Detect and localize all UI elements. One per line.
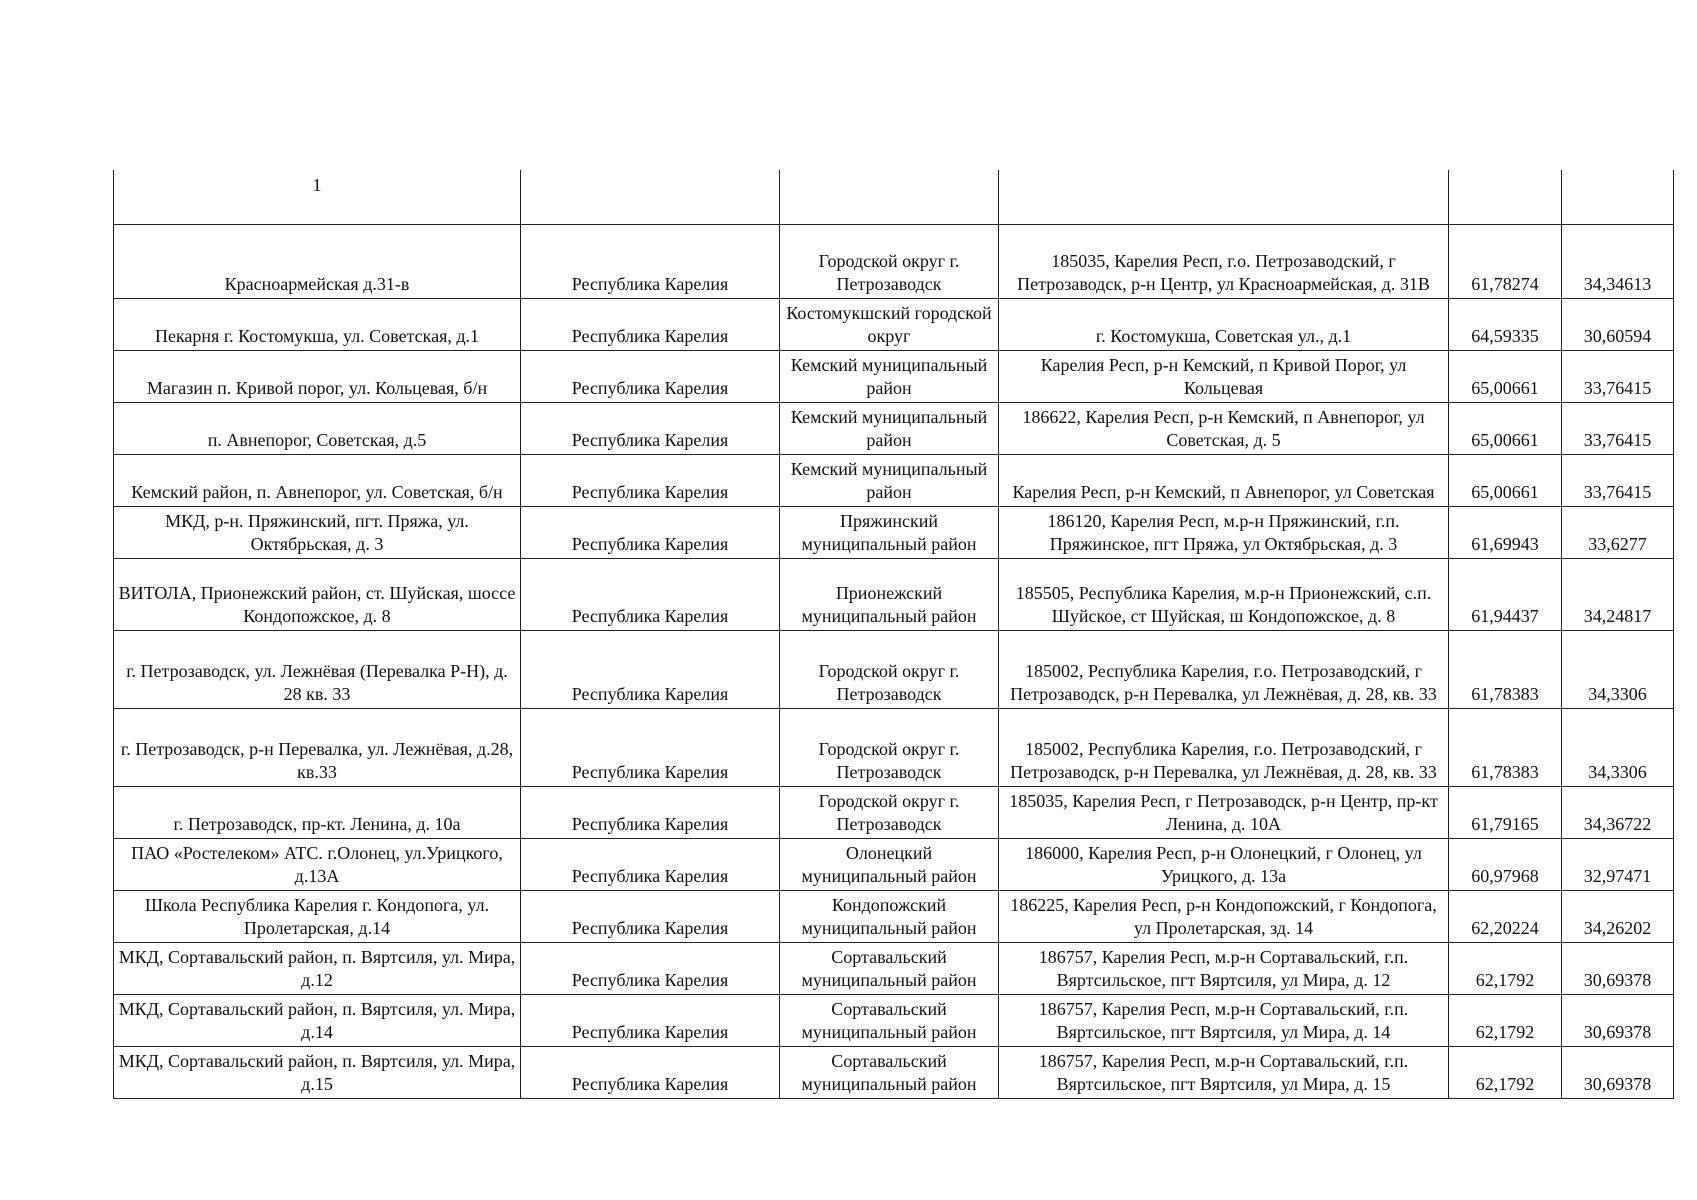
longitude-cell: 34,34613 [1562,224,1674,298]
district-cell: Городской округ г. Петрозаводск [780,224,999,298]
region-cell: Республика Карелия [521,708,780,786]
table-row [114,708,1674,786]
longitude-cell: 33,76415 [1562,350,1674,402]
district-cell: Кемский муниципальный район [780,402,999,454]
address-cell: 186225, Карелия Респ, р-н Кондопожский, г Кондопога, ул Пролетарская, зд. 14 [999,890,1449,942]
header-cell-1: 1 [114,170,521,224]
region-cell: Республика Карелия [521,350,780,402]
district-cell: Пряжинский муниципальный район [780,506,999,558]
latitude-cell: 65,00661 [1449,402,1562,454]
table-row [114,402,1674,454]
longitude-cell: 33,76415 [1562,454,1674,506]
longitude-cell: 34,24817 [1562,558,1674,630]
object-name-cell: Кемский район, п. Авнепорог, ул. Советская, б/н [114,454,521,506]
address-table [113,170,1674,1099]
object-name-cell: Красноармейская д.31-в [114,224,521,298]
table-row [114,298,1674,350]
latitude-cell: 61,78383 [1449,708,1562,786]
district-cell: Олонецкий муниципальный район [780,838,999,890]
table-row [114,994,1674,1046]
latitude-cell: 61,79165 [1449,786,1562,838]
latitude-cell: 62,20224 [1449,890,1562,942]
object-name-cell: ПАО «Ростелеком» АТС. г.Олонец, ул.Урицкого, д.13А [114,838,521,890]
object-name-cell: МКД, Сортавальский район, п. Вяртсиля, ул. Мира, д.14 [114,994,521,1046]
table-row [114,942,1674,994]
column-number-row [114,170,1674,224]
longitude-cell: 32,97471 [1562,838,1674,890]
region-cell: Республика Карелия [521,838,780,890]
district-cell: Кондопожский муниципальный район [780,890,999,942]
longitude-cell: 30,60594 [1562,298,1674,350]
region-cell: Республика Карелия [521,224,780,298]
longitude-cell: 30,69378 [1562,1046,1674,1098]
table-row [114,890,1674,942]
region-cell: Республика Карелия [521,558,780,630]
district-cell: Кемский муниципальный район [780,350,999,402]
longitude-cell: 30,69378 [1562,994,1674,1046]
district-cell: Кемский муниципальный район [780,454,999,506]
latitude-cell: 61,78383 [1449,630,1562,708]
table-row [114,454,1674,506]
region-cell: Республика Карелия [521,942,780,994]
object-name-cell: г. Петрозаводск, р-н Перевалка, ул. Лежнёвая, д.28, кв.33 [114,708,521,786]
table-row [114,224,1674,298]
longitude-cell: 34,3306 [1562,708,1674,786]
address-cell: 186757, Карелия Респ, м.р-н Сортавальский, г.п. Вяртсильское, пгт Вяртсиля, ул Мира, д. 14 [999,994,1449,1046]
longitude-cell: 34,36722 [1562,786,1674,838]
object-name-cell: ВИТОЛА, Прионежский район, ст. Шуйская, шоссе Кондопожское, д. 8 [114,558,521,630]
header-cell-5 [1449,170,1562,224]
latitude-cell: 61,78274 [1449,224,1562,298]
region-cell: Республика Карелия [521,890,780,942]
latitude-cell: 61,69943 [1449,506,1562,558]
address-cell: г. Костомукша, Советская ул., д.1 [999,298,1449,350]
longitude-cell: 34,26202 [1562,890,1674,942]
latitude-cell: 65,00661 [1449,454,1562,506]
district-cell: Прионежский муниципальный район [780,558,999,630]
object-name-cell: МКД, Сортавальский район, п. Вяртсиля, ул. Мира, д.15 [114,1046,521,1098]
district-cell: Сортавальский муниципальный район [780,942,999,994]
address-cell: 185035, Карелия Респ, г Петрозаводск, р-н Центр, пр-кт Ленина, д. 10А [999,786,1449,838]
district-cell: Городской округ г. Петрозаводск [780,786,999,838]
table-row [114,506,1674,558]
latitude-cell: 65,00661 [1449,350,1562,402]
longitude-cell: 33,6277 [1562,506,1674,558]
address-cell: 186120, Карелия Респ, м.р-н Пряжинский, г.п. Пряжинское, пгт Пряжа, ул Октябрьская, д. 3 [999,506,1449,558]
address-cell: 186757, Карелия Респ, м.р-н Сортавальский, г.п. Вяртсильское, пгт Вяртсиля, ул Мира, д. 15 [999,1046,1449,1098]
region-cell: Республика Карелия [521,630,780,708]
address-cell: 185002, Республика Карелия, г.о. Петрозаводский, г Петрозаводск, р-н Перевалка, ул Лежнёвая, д. 28, кв. 33 [999,708,1449,786]
table-row [114,630,1674,708]
region-cell: Республика Карелия [521,506,780,558]
object-name-cell: п. Авнепорог, Советская, д.5 [114,402,521,454]
latitude-cell: 62,1792 [1449,942,1562,994]
table-row [114,350,1674,402]
address-cell: Карелия Респ, р-н Кемский, п Авнепорог, ул Советская [999,454,1449,506]
region-cell: Республика Карелия [521,786,780,838]
object-name-cell: г. Петрозаводск, пр-кт. Ленина, д. 10а [114,786,521,838]
district-cell: Городской округ г. Петрозаводск [780,708,999,786]
latitude-cell: 62,1792 [1449,994,1562,1046]
district-cell: Городской округ г. Петрозаводск [780,630,999,708]
table-body [114,170,1674,1098]
table-row [114,558,1674,630]
header-cell-3 [780,170,999,224]
latitude-cell: 61,94437 [1449,558,1562,630]
region-cell: Республика Карелия [521,402,780,454]
table-row [114,786,1674,838]
region-cell: Республика Карелия [521,994,780,1046]
header-cell-6 [1562,170,1674,224]
object-name-cell: Пекарня г. Костомукша, ул. Советская, д.1 [114,298,521,350]
district-cell: Костомукшский городской округ [780,298,999,350]
district-cell: Сортавальский муниципальный район [780,994,999,1046]
address-cell: 185505, Республика Карелия, м.р-н Прионежский, с.п. Шуйское, ст Шуйская, ш Кондопожское, д. 8 [999,558,1449,630]
longitude-cell: 30,69378 [1562,942,1674,994]
address-cell: 186000, Карелия Респ, р-н Олонецкий, г Олонец, ул Урицкого, д. 13а [999,838,1449,890]
latitude-cell: 60,97968 [1449,838,1562,890]
district-cell: Сортавальский муниципальный район [780,1046,999,1098]
table-row [114,1046,1674,1098]
header-cell-4 [999,170,1449,224]
object-name-cell: МКД, р-н. Пряжинский, пгт. Пряжа, ул. Октябрьская, д. 3 [114,506,521,558]
table-row [114,838,1674,890]
latitude-cell: 62,1792 [1449,1046,1562,1098]
address-cell: 185002, Республика Карелия, г.о. Петрозаводский, г Петрозаводск, р-н Перевалка, ул Лежнёвая, д. 28, кв. 33 [999,630,1449,708]
region-cell: Республика Карелия [521,1046,780,1098]
longitude-cell: 34,3306 [1562,630,1674,708]
latitude-cell: 64,59335 [1449,298,1562,350]
address-cell: 186757, Карелия Респ, м.р-н Сортавальский, г.п. Вяртсильское, пгт Вяртсиля, ул Мира, д. 12 [999,942,1449,994]
longitude-cell: 33,76415 [1562,402,1674,454]
address-cell: 186622, Карелия Респ, р-н Кемский, п Авнепорог, ул Советская, д. 5 [999,402,1449,454]
address-cell: Карелия Респ, р-н Кемский, п Кривой Порог, ул Кольцевая [999,350,1449,402]
object-name-cell: МКД, Сортавальский район, п. Вяртсиля, ул. Мира, д.12 [114,942,521,994]
object-name-cell: г. Петрозаводск, ул. Лежнёвая (Перевалка Р-Н), д. 28 кв. 33 [114,630,521,708]
region-cell: Республика Карелия [521,454,780,506]
region-cell: Республика Карелия [521,298,780,350]
object-name-cell: Магазин п. Кривой порог, ул. Кольцевая, б/н [114,350,521,402]
address-cell: 185035, Карелия Респ, г.о. Петрозаводский, г Петрозаводск, р-н Центр, ул Красноармейская, д. 31В [999,224,1449,298]
object-name-cell: Школа Республика Карелия г. Кондопога, ул. Пролетарская, д.14 [114,890,521,942]
header-cell-2 [521,170,780,224]
